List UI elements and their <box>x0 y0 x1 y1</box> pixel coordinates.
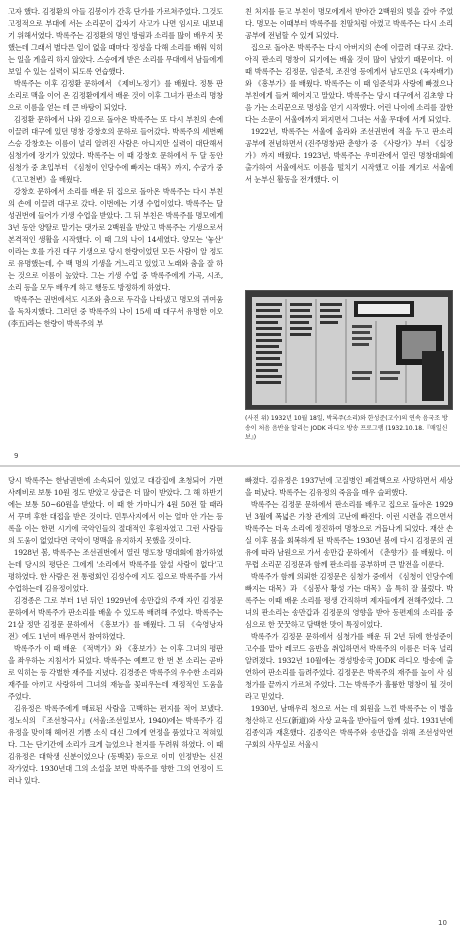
paragraph: 빠졌다. 김유정은 1937년에 고질병인 폐결핵으로 사망하면서 세상을 떠났다. 박록주는 김유정의 죽음을 매우 슬퍼했다. <box>245 476 453 497</box>
paragraph: 고자 했다. 김정환의 아들 김봉이가 간혹 단가를 가르쳐주었다. 그것도 고정적으로 부대에 서는 소리꾼이 갑자기 사고가 나면 임시로 내보내기 위해서였다. 박록주는 김정환의 명인 방림과 소리를 많이 배우지 못했는데 그래서 별다른 일이 없을 때마다 정성을 다해 소리를 배워 익히는 일을 게을리 하지 않았다. 스승에게 받은 소리를 무대에서 남들에게 보일 수 있는 실력이 되도록 연습했다. <box>8 7 223 76</box>
paragraph: 박록주가 함께 의뢰한 김정문은 심청가 중에서 《심청이 인당수에 빠지는 대목》과 《심봉사 황성 가는 대목》을 특히 잘 불렀다. 박록주는 이때 배운 소리를 평생 간직하며 제자들에게 전해주었다. 그녀의 판소리는 송만갑과 김정문의 영향을 받아 동편제의 소리를 중심으로 한 꿋꿋하고 담백한 맛이 특징이었다. <box>245 572 453 629</box>
left-column <box>8 6 223 446</box>
page-number: 9 <box>14 452 19 460</box>
paragraph: 강창호 문하에서 소리를 배운 뒤 집으로 돌아온 박록주는 다시 부친의 손에 이끌려 대구로 갔다. 이번에는 기생 수업이었다. 박록주는 달성권번에 들어가 기생 수업을 받았다. 그 뒤 부친은 박록주를 명모에게 3년 동안 양딸로 맡기는 댓가로 2백원을 받았고 박록주는 기생으로서 본격적인 생활을 시작했다. 이 때 그의 나이 14세였다. 양모는 '놓산' 이라는 호를 가진 대구 기생으로 당시 한량이었던 모든 사람이 알 정도로 유명했는데, 수 백 명의 기생을 거느리고 있었고 노래와 춤을 잘 하는 것으로 이름이 높았다. 그는 기생 수업 중 박록주에게 가곡, 시조, 소리 등을 모두 배우게 하고 행동도 방정하게 하였다. <box>8 187 223 292</box>
page-number: 10 <box>438 919 447 927</box>
paragraph: 김경종은 그로 부터 1년 뒤인 1929년에 송만갑의 주재 자인 김정문 문하에서 박록주가 판소리를 배울 수 있도록 배려해 주었다. 박록주는 21살 정만 김정문 문하에서 《흥보가》를 배웠다. 그 뒤 《숙영낭자전》에도 1년여 배우면서 참여하였다. <box>8 596 223 641</box>
right-column <box>245 475 453 915</box>
paragraph: 1928년 봄, 박록주는 조선권번에서 열린 명도창 명대회에 참가하였는데 당시의 평단은 그에게 '소리에서 박록주를 앞설 사람이 없다'고 평하였다. 한 사람은 전 통령회인 김성수에 지도 집으로 박록주를 가서 수업하는데 김유정이었다. <box>8 548 223 593</box>
paragraph: 박록주는 권번에서도 시조와 춤으로 두각을 나타냈고 명모의 귀여움을 독차지했다. 그러던 중 박록주의 나이 15세 때 대구서 유명한 이오(李五)라는 한량이 박록주의 부 <box>8 295 223 328</box>
newspaper-clipping-photo <box>245 290 453 410</box>
page-9 <box>0 0 460 465</box>
paragraph: 집으로 돌아온 박록주는 다시 아버지의 손에 이끌려 대구로 갔다. 아직 판소리 명창이 되기에는 배울 것이 많이 남았기 때문이다. 이 때 박록주는 김정문, 임준석, 조진영 등에게서 남도민요 (육자배기)와 《흥부가》를 배웠다. 박록주는 이 때 임준석과 사랑에 빠졌으나 부친에게 들켜 헤어지고 말았다. 박록주는 당시 대구에서 김초향 다음 가는 소리꾼으로 명성을 얻기 시작했다. 어린 나이에 소리를 잘한다는 소문이 서울에까지 퍼지면서 그녀는 서울 무대에 서게 되었다. <box>245 43 453 124</box>
paragraph: 김유정은 박록주에게 매료된 사람을 고백하는 편지를 적어 보냈다. 정노식의 『조선창극사』(서울:조선일보사, 1940)에는 박록주가 김유정을 맞이해 헤어진 기쁨 소식 대신 그에게 연정을 품었다고 적혀있다. 그는 단기간에 소리가 크게 늘었으나 천지를 두려워 하였다. 이 때 김유정은 대학생 신분이었으나 (동백꽃) 등으로 이미 인정받는 신진 작가였다. 1930년대 그의 소설을 보면 박록주를 향한 그의 연정이 드러나 있다. <box>8 704 223 785</box>
paragraph: 1930년, 남매우리 청으로 서는 데 회원을 느낀 박록주는 이 병을 청산하고 신도(新道)와 사상 교육을 받아들여 함께 섰다. 1931년에 김종익과 재혼했다. 김종익은 박록주와 송만갑을 위해 조선성악연구회의 사무실로 서울시 <box>245 704 453 749</box>
page-10 <box>0 467 460 934</box>
right-column <box>245 6 453 286</box>
paragraph: 박록주가 김정문 문하에서 심청가를 배운 뒤 2년 뒤에 한성준이 고수를 맡아 레코드 음반을 취입하면서 박록주의 이름은 더욱 널리 알려졌다. 1932년 10월에는 경성방송국 JODK 라디오 방송에 출연하여 판소리를 들려주었다. 김정문은 박록주의 재주를 높이 사 심청가를 끝까지 가르쳐 주었다. 그는 박록주가 훌륭한 명창이 될 것이라고 믿었다. <box>245 632 453 701</box>
paragraph: 1922년, 박록주는 서울에 올라와 조선권번에 적을 두고 판소리 공부에 전념하면서 (진주명창)판 춘향가 중 《사랑가》부터 《십장가》까지 배웠다. 1923년, 박록주는 우미관에서 열린 명창대회에 출가하여 서울에서도 이름을 떨치기 시작했고 이를 계기로 서울에서 눈부신 활동을 전개했다. 이 <box>245 127 453 184</box>
paragraph: 친 처지를 듣고 부친이 명모에게서 받아간 2백원의 빚을 갚아 주었다. 명모는 이때부터 박록주를 친딸처럼 아꼈고 박록주는 다시 소리 공부에 전념할 수 있게 되었다. <box>245 7 453 40</box>
figure-caption: (사진 위) 1932년 10월 18일, 박록주(소리)와 한성준(고수)의 연속 음국조 방송이 처음 음반을 알리는 JODK 라디오 방송 프로그램 (1932.10.18.『매일신보』) <box>245 415 448 441</box>
paragraph: 박록주는 이후 김정환 문하에서 《제비노정기》를 배웠다. 정통 판소리로 맥을 이어 온 김정환에게서 배운 것이 이후 그녀가 판소리 명창으로 이름을 얻는 데 큰 바탕이 되었다. <box>8 79 223 112</box>
left-column <box>8 475 223 923</box>
paragraph: 박록주가 이 때 배운 《적벽가》와 《흥보가》는 이후 그녀의 평판을 좌우하는 지침서가 되었다. 박록주는 예쁘고 한 번 본 소리는 곧바로 익히는 등 각별한 재주를 지녔다. 김경종은 박록주의 우수한 소리와 재주를 아끼고 사랑하여 그녀의 재능을 꽃피우는데 재정적인 도움을 주었다. <box>8 644 223 701</box>
paragraph: 박록주는 김정문 문하에서 판소리를 배우고 집으로 돌아온 1929년 3월에 폭넓은 가창 관계의 고난에 빠진다. 이런 시련을 겪으면서 박록주는 더욱 소리에 정진하여 명창으로 거듭나게 되었다. 재산 손실 이후 몸을 회복하게 된 박록주는 1930년 봄에 다시 김정문의 권유에 따라 남원으로 가서 송만갑 문하에서 《춘향가》를 배웠다. 이 무렵 소리꾼 김정문과 함께 판소리를 공부하며 큰 발전을 이룬다. <box>245 500 453 569</box>
paragraph: 김정환 문하에서 나와 김으로 돌아온 박록주는 또 다시 부친의 손에 이끌려 대구에 있던 명창 강창호의 문하로 들어갔다. 박록주의 세번째 스승 강창호는 이름이 널리 알려진 사람은 아니지만 실력이 대단해서 심청가에 장기가 있었다. 박록주는 이 때 강창호 문하에서 두 달 동안 심청가 중 초입부터 《심청이 인당수에 빠지는 대목》까지, 수궁가 중 《고고천변》을 배웠다. <box>8 115 223 184</box>
paragraph: 당시 박록주는 한남권번에 소속되어 있었고 대감집에 초청되어 가면 사례비로 보통 10원 정도 받았고 상급은 더 많이 받았다. 그 해 하반기에는 보통 50~60원을 받았다. 이 때 한 가마니가 4원 50전 할 때라서 꾸며 후한 대접을 받은 것이다. 민투사지에서 이는 얼마 안 가는 등록을 이는 한편 시기에 국악인들의 절대적인 후원자였고 그런 사람들의 도움이 없었다면 국악이 명맥을 유지하지 못했을 것이다. <box>8 476 223 545</box>
newspaper-clipping-image <box>246 291 453 410</box>
